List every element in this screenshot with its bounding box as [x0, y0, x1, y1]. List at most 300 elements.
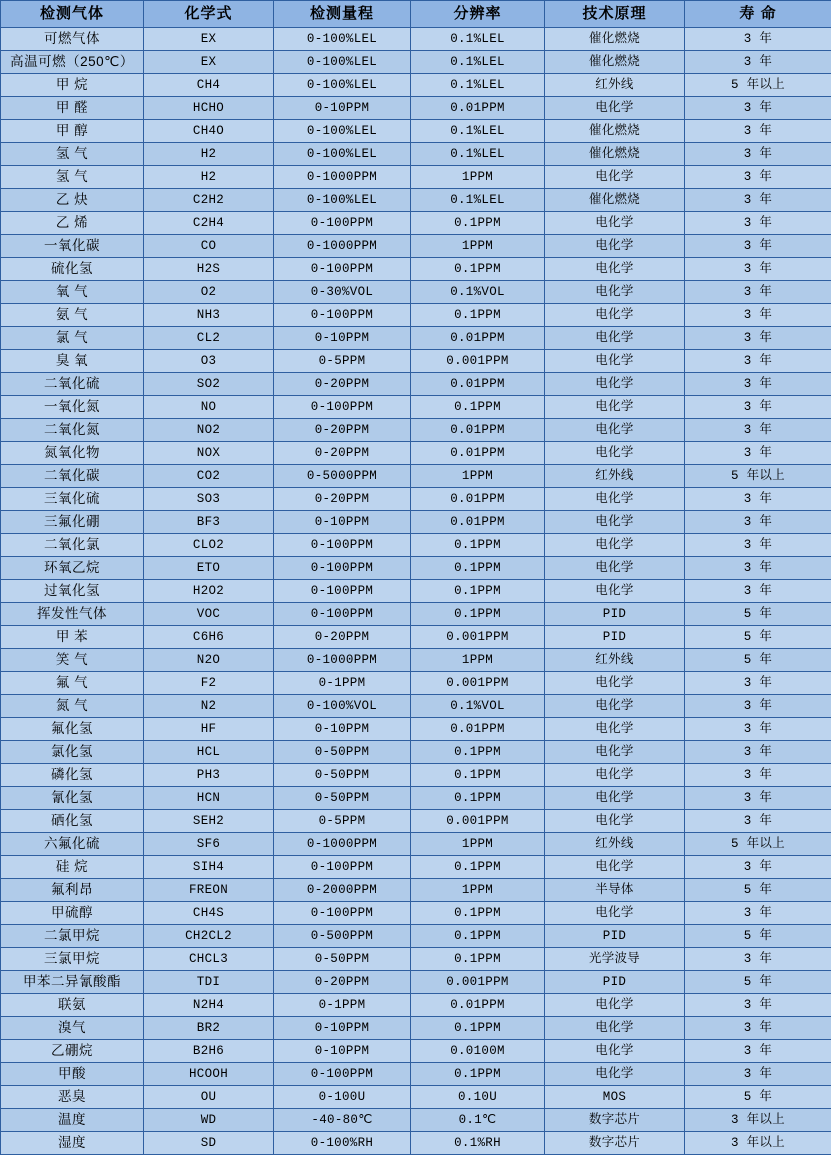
table-row [1, 833, 831, 856]
cell-chemical-formula: ETO [144, 557, 274, 580]
table-row [1, 1109, 831, 1132]
cell-lifetime: 5 年以上 [685, 465, 831, 488]
cell-gas-name: 可燃气体 [1, 28, 144, 51]
cell-resolution: 0.01PPM [411, 97, 545, 120]
cell-technology-principle: 光学波导 [545, 948, 685, 971]
cell-lifetime: 3 年 [685, 1017, 831, 1040]
cell-chemical-formula: CLO2 [144, 534, 274, 557]
cell-lifetime: 3 年 [685, 212, 831, 235]
cell-lifetime: 3 年 [685, 741, 831, 764]
cell-gas-name: 一氧化碳 [1, 235, 144, 258]
cell-resolution: 0.1%VOL [411, 695, 545, 718]
cell-chemical-formula: F2 [144, 672, 274, 695]
cell-gas-name: 甲硫醇 [1, 902, 144, 925]
cell-lifetime: 3 年 [685, 695, 831, 718]
cell-lifetime: 5 年 [685, 925, 831, 948]
table-row [1, 1063, 831, 1086]
table-body [1, 28, 831, 1155]
cell-chemical-formula: HCOOH [144, 1063, 274, 1086]
cell-technology-principle: 电化学 [545, 764, 685, 787]
table-row [1, 557, 831, 580]
cell-chemical-formula: CO2 [144, 465, 274, 488]
cell-detection-range: 0-20PPM [274, 442, 411, 465]
column-header-range: 检测量程 [274, 1, 411, 28]
table-row [1, 212, 831, 235]
cell-gas-name: 二氧化硫 [1, 373, 144, 396]
cell-lifetime: 3 年 [685, 304, 831, 327]
cell-resolution: 0.1%LEL [411, 74, 545, 97]
cell-gas-name: 二氧化氮 [1, 419, 144, 442]
cell-gas-name: 联氨 [1, 994, 144, 1017]
cell-technology-principle: 催化燃烧 [545, 28, 685, 51]
cell-resolution: 0.1PPM [411, 258, 545, 281]
cell-resolution: 0.01PPM [411, 419, 545, 442]
table-row [1, 718, 831, 741]
cell-technology-principle: 电化学 [545, 258, 685, 281]
cell-chemical-formula: BR2 [144, 1017, 274, 1040]
column-header-gas: 检测气体 [1, 1, 144, 28]
cell-technology-principle: PID [545, 626, 685, 649]
cell-technology-principle: PID [545, 603, 685, 626]
cell-chemical-formula: O2 [144, 281, 274, 304]
cell-lifetime: 3 年 [685, 189, 831, 212]
cell-technology-principle: 电化学 [545, 856, 685, 879]
cell-chemical-formula: CO [144, 235, 274, 258]
cell-resolution: 0.1PPM [411, 603, 545, 626]
table-row [1, 1017, 831, 1040]
cell-technology-principle: 电化学 [545, 1063, 685, 1086]
cell-lifetime: 3 年 [685, 718, 831, 741]
cell-detection-range: 0-100%LEL [274, 28, 411, 51]
cell-technology-principle: 电化学 [545, 718, 685, 741]
cell-resolution: 0.01PPM [411, 488, 545, 511]
cell-resolution: 0.1%LEL [411, 51, 545, 74]
cell-resolution: 0.1%LEL [411, 120, 545, 143]
cell-gas-name: 溴气 [1, 1017, 144, 1040]
cell-lifetime: 5 年 [685, 879, 831, 902]
cell-resolution: 0.1PPM [411, 1063, 545, 1086]
table-row [1, 649, 831, 672]
cell-resolution: 0.10U [411, 1086, 545, 1109]
cell-resolution: 1PPM [411, 879, 545, 902]
cell-detection-range: 0-50PPM [274, 787, 411, 810]
cell-lifetime: 3 年 [685, 28, 831, 51]
cell-resolution: 1PPM [411, 166, 545, 189]
cell-technology-principle: 电化学 [545, 97, 685, 120]
cell-technology-principle: 红外线 [545, 833, 685, 856]
cell-lifetime: 3 年 [685, 1040, 831, 1063]
cell-detection-range: 0-5PPM [274, 810, 411, 833]
cell-chemical-formula: H2O2 [144, 580, 274, 603]
cell-chemical-formula: H2 [144, 143, 274, 166]
cell-technology-principle: 电化学 [545, 488, 685, 511]
cell-resolution: 0.1PPM [411, 902, 545, 925]
table-row [1, 1086, 831, 1109]
cell-lifetime: 3 年以上 [685, 1132, 831, 1155]
cell-lifetime: 3 年 [685, 281, 831, 304]
cell-lifetime: 3 年 [685, 258, 831, 281]
cell-lifetime: 3 年 [685, 396, 831, 419]
cell-technology-principle: 电化学 [545, 327, 685, 350]
cell-chemical-formula: HCN [144, 787, 274, 810]
cell-resolution: 0.001PPM [411, 350, 545, 373]
table-row [1, 28, 831, 51]
cell-chemical-formula: FREON [144, 879, 274, 902]
cell-detection-range: 0-1000PPM [274, 235, 411, 258]
cell-gas-name: 湿度 [1, 1132, 144, 1155]
cell-technology-principle: 电化学 [545, 396, 685, 419]
cell-technology-principle: 电化学 [545, 419, 685, 442]
cell-detection-range: 0-1PPM [274, 994, 411, 1017]
table-row [1, 925, 831, 948]
table-row [1, 511, 831, 534]
cell-technology-principle: 数字芯片 [545, 1132, 685, 1155]
cell-chemical-formula: NO2 [144, 419, 274, 442]
cell-gas-name: 三氟化硼 [1, 511, 144, 534]
cell-chemical-formula: SEH2 [144, 810, 274, 833]
cell-technology-principle: 数字芯片 [545, 1109, 685, 1132]
cell-resolution: 0.01PPM [411, 327, 545, 350]
table-row [1, 396, 831, 419]
cell-technology-principle: 红外线 [545, 74, 685, 97]
cell-resolution: 0.001PPM [411, 971, 545, 994]
cell-detection-range: 0-1000PPM [274, 833, 411, 856]
table-row [1, 603, 831, 626]
cell-lifetime: 5 年 [685, 649, 831, 672]
cell-detection-range: 0-100PPM [274, 902, 411, 925]
cell-chemical-formula: BF3 [144, 511, 274, 534]
cell-technology-principle: 电化学 [545, 1017, 685, 1040]
cell-gas-name: 二氧化碳 [1, 465, 144, 488]
cell-gas-name: 三氧化硫 [1, 488, 144, 511]
cell-detection-range: 0-10PPM [274, 97, 411, 120]
cell-chemical-formula: WD [144, 1109, 274, 1132]
cell-detection-range: 0-30%VOL [274, 281, 411, 304]
cell-lifetime: 3 年 [685, 534, 831, 557]
table-row [1, 74, 831, 97]
cell-technology-principle: 电化学 [545, 166, 685, 189]
cell-resolution: 1PPM [411, 465, 545, 488]
cell-detection-range: 0-100PPM [274, 557, 411, 580]
cell-technology-principle: 红外线 [545, 649, 685, 672]
cell-detection-range: 0-10PPM [274, 327, 411, 350]
table-row [1, 258, 831, 281]
cell-detection-range: 0-100PPM [274, 304, 411, 327]
column-header-resolution: 分辨率 [411, 1, 545, 28]
cell-resolution: 0.1PPM [411, 557, 545, 580]
cell-lifetime: 3 年 [685, 672, 831, 695]
cell-gas-name: 氧 气 [1, 281, 144, 304]
cell-resolution: 0.1PPM [411, 856, 545, 879]
cell-resolution: 0.1%LEL [411, 143, 545, 166]
cell-gas-name: 磷化氢 [1, 764, 144, 787]
cell-chemical-formula: HCL [144, 741, 274, 764]
column-header-lifetime: 寿 命 [685, 1, 831, 28]
cell-resolution: 0.1PPM [411, 764, 545, 787]
cell-detection-range: 0-10PPM [274, 1017, 411, 1040]
cell-detection-range: 0-100PPM [274, 856, 411, 879]
cell-resolution: 0.01PPM [411, 373, 545, 396]
cell-chemical-formula: VOC [144, 603, 274, 626]
cell-technology-principle: 电化学 [545, 902, 685, 925]
cell-technology-principle: 催化燃烧 [545, 143, 685, 166]
cell-gas-name: 氢 气 [1, 143, 144, 166]
cell-detection-range: 0-5PPM [274, 350, 411, 373]
cell-lifetime: 5 年 [685, 1086, 831, 1109]
cell-detection-range: 0-100U [274, 1086, 411, 1109]
cell-lifetime: 3 年 [685, 787, 831, 810]
cell-detection-range: 0-10PPM [274, 718, 411, 741]
cell-lifetime: 3 年以上 [685, 1109, 831, 1132]
table-row [1, 810, 831, 833]
cell-technology-principle: 电化学 [545, 442, 685, 465]
cell-gas-name: 过氧化氢 [1, 580, 144, 603]
cell-detection-range: 0-100%LEL [274, 51, 411, 74]
cell-resolution: 0.1%RH [411, 1132, 545, 1155]
cell-detection-range: 0-20PPM [274, 419, 411, 442]
cell-detection-range: 0-50PPM [274, 948, 411, 971]
cell-resolution: 0.1PPM [411, 534, 545, 557]
cell-resolution: 0.01PPM [411, 994, 545, 1017]
cell-technology-principle: 电化学 [545, 304, 685, 327]
cell-resolution: 0.1PPM [411, 1017, 545, 1040]
cell-technology-principle: 电化学 [545, 994, 685, 1017]
cell-chemical-formula: NOX [144, 442, 274, 465]
cell-chemical-formula: OU [144, 1086, 274, 1109]
table-header-row [1, 1, 831, 28]
cell-chemical-formula: N2O [144, 649, 274, 672]
cell-resolution: 0.01PPM [411, 442, 545, 465]
cell-detection-range: 0-5000PPM [274, 465, 411, 488]
cell-detection-range: 0-100PPM [274, 258, 411, 281]
table-row [1, 488, 831, 511]
cell-gas-name: 氢 气 [1, 166, 144, 189]
cell-resolution: 0.001PPM [411, 626, 545, 649]
cell-gas-name: 甲 烷 [1, 74, 144, 97]
cell-resolution: 0.0100M [411, 1040, 545, 1063]
cell-lifetime: 3 年 [685, 235, 831, 258]
table-row [1, 189, 831, 212]
cell-gas-name: 挥发性气体 [1, 603, 144, 626]
cell-gas-name: 二氧化氯 [1, 534, 144, 557]
cell-gas-name: 硅 烷 [1, 856, 144, 879]
cell-gas-name: 氟利昂 [1, 879, 144, 902]
cell-chemical-formula: SO2 [144, 373, 274, 396]
cell-gas-name: 一氧化氮 [1, 396, 144, 419]
table-row [1, 120, 831, 143]
cell-gas-name: 温度 [1, 1109, 144, 1132]
cell-resolution: 0.1℃ [411, 1109, 545, 1132]
table-row [1, 741, 831, 764]
cell-chemical-formula: EX [144, 51, 274, 74]
cell-technology-principle: 电化学 [545, 695, 685, 718]
cell-technology-principle: 电化学 [545, 787, 685, 810]
cell-gas-name: 甲 醛 [1, 97, 144, 120]
cell-technology-principle: MOS [545, 1086, 685, 1109]
cell-gas-name: 硫化氢 [1, 258, 144, 281]
cell-gas-name: 氰化氢 [1, 787, 144, 810]
cell-technology-principle: 电化学 [545, 580, 685, 603]
cell-detection-range: 0-100PPM [274, 396, 411, 419]
cell-resolution: 1PPM [411, 235, 545, 258]
cell-chemical-formula: B2H6 [144, 1040, 274, 1063]
cell-lifetime: 3 年 [685, 557, 831, 580]
table-row [1, 465, 831, 488]
cell-lifetime: 5 年 [685, 971, 831, 994]
column-header-principle: 技术原理 [545, 1, 685, 28]
cell-gas-name: 乙 烯 [1, 212, 144, 235]
cell-detection-range: 0-1000PPM [274, 166, 411, 189]
cell-chemical-formula: NO [144, 396, 274, 419]
table-row [1, 281, 831, 304]
table-row [1, 695, 831, 718]
table-row [1, 948, 831, 971]
cell-lifetime: 3 年 [685, 373, 831, 396]
cell-detection-range: 0-100%RH [274, 1132, 411, 1155]
cell-resolution: 0.01PPM [411, 511, 545, 534]
cell-chemical-formula: CL2 [144, 327, 274, 350]
cell-resolution: 0.1%LEL [411, 28, 545, 51]
cell-technology-principle: 半导体 [545, 879, 685, 902]
cell-gas-name: 甲酸 [1, 1063, 144, 1086]
table-row [1, 1040, 831, 1063]
table-row [1, 51, 831, 74]
cell-lifetime: 5 年以上 [685, 74, 831, 97]
cell-technology-principle: 红外线 [545, 465, 685, 488]
cell-chemical-formula: TDI [144, 971, 274, 994]
cell-chemical-formula: CH4O [144, 120, 274, 143]
table-row [1, 994, 831, 1017]
cell-lifetime: 3 年 [685, 511, 831, 534]
cell-gas-name: 氟 气 [1, 672, 144, 695]
cell-chemical-formula: CHCL3 [144, 948, 274, 971]
cell-lifetime: 3 年 [685, 51, 831, 74]
cell-chemical-formula: SF6 [144, 833, 274, 856]
cell-chemical-formula: N2H4 [144, 994, 274, 1017]
cell-resolution: 0.1PPM [411, 580, 545, 603]
cell-gas-name: 二氯甲烷 [1, 925, 144, 948]
cell-technology-principle: 电化学 [545, 511, 685, 534]
cell-lifetime: 5 年 [685, 626, 831, 649]
cell-detection-range: 0-100PPM [274, 603, 411, 626]
table-header [1, 1, 831, 28]
cell-gas-name: 恶臭 [1, 1086, 144, 1109]
cell-detection-range: 0-20PPM [274, 971, 411, 994]
cell-technology-principle: 电化学 [545, 672, 685, 695]
cell-gas-name: 甲 醇 [1, 120, 144, 143]
cell-chemical-formula: H2 [144, 166, 274, 189]
cell-lifetime: 3 年 [685, 1063, 831, 1086]
cell-chemical-formula: C2H4 [144, 212, 274, 235]
table-row [1, 672, 831, 695]
cell-gas-name: 甲苯二异氰酸酯 [1, 971, 144, 994]
cell-resolution: 0.1PPM [411, 396, 545, 419]
cell-detection-range: 0-1PPM [274, 672, 411, 695]
cell-gas-name: 氮 气 [1, 695, 144, 718]
cell-technology-principle: 催化燃烧 [545, 120, 685, 143]
cell-technology-principle: 电化学 [545, 350, 685, 373]
table-row [1, 97, 831, 120]
table-row [1, 304, 831, 327]
cell-resolution: 0.1%LEL [411, 189, 545, 212]
cell-detection-range: 0-100%LEL [274, 189, 411, 212]
cell-gas-name: 氨 气 [1, 304, 144, 327]
cell-gas-name: 笑 气 [1, 649, 144, 672]
cell-detection-range: 0-1000PPM [274, 649, 411, 672]
table-row [1, 787, 831, 810]
cell-lifetime: 3 年 [685, 97, 831, 120]
cell-chemical-formula: PH3 [144, 764, 274, 787]
cell-lifetime: 3 年 [685, 327, 831, 350]
cell-lifetime: 3 年 [685, 166, 831, 189]
cell-detection-range: 0-100%VOL [274, 695, 411, 718]
table-row [1, 902, 831, 925]
cell-chemical-formula: CH2CL2 [144, 925, 274, 948]
cell-gas-name: 乙硼烷 [1, 1040, 144, 1063]
cell-detection-range: 0-100PPM [274, 534, 411, 557]
cell-technology-principle: PID [545, 925, 685, 948]
cell-chemical-formula: SIH4 [144, 856, 274, 879]
cell-resolution: 1PPM [411, 833, 545, 856]
cell-lifetime: 3 年 [685, 488, 831, 511]
cell-chemical-formula: C2H2 [144, 189, 274, 212]
table-row [1, 350, 831, 373]
cell-detection-range: 0-100%LEL [274, 143, 411, 166]
table-row [1, 373, 831, 396]
cell-technology-principle: 电化学 [545, 534, 685, 557]
cell-detection-range: 0-100%LEL [274, 74, 411, 97]
table-row [1, 1132, 831, 1155]
cell-chemical-formula: O3 [144, 350, 274, 373]
cell-lifetime: 3 年 [685, 120, 831, 143]
table-row [1, 626, 831, 649]
cell-detection-range: 0-100%LEL [274, 120, 411, 143]
cell-detection-range: 0-100PPM [274, 212, 411, 235]
cell-lifetime: 3 年 [685, 419, 831, 442]
cell-resolution: 1PPM [411, 649, 545, 672]
cell-resolution: 0.1PPM [411, 787, 545, 810]
cell-lifetime: 3 年 [685, 442, 831, 465]
table-row [1, 143, 831, 166]
cell-resolution: 0.1PPM [411, 741, 545, 764]
cell-technology-principle: 电化学 [545, 281, 685, 304]
cell-chemical-formula: HCHO [144, 97, 274, 120]
table-row [1, 235, 831, 258]
cell-chemical-formula: H2S [144, 258, 274, 281]
cell-lifetime: 5 年以上 [685, 833, 831, 856]
cell-detection-range: 0-50PPM [274, 741, 411, 764]
cell-chemical-formula: C6H6 [144, 626, 274, 649]
cell-chemical-formula: NH3 [144, 304, 274, 327]
cell-technology-principle: 电化学 [545, 373, 685, 396]
cell-detection-range: -40-80℃ [274, 1109, 411, 1132]
cell-lifetime: 3 年 [685, 948, 831, 971]
table-row [1, 856, 831, 879]
cell-resolution: 0.001PPM [411, 672, 545, 695]
column-header-formula: 化学式 [144, 1, 274, 28]
cell-detection-range: 0-500PPM [274, 925, 411, 948]
cell-lifetime: 5 年 [685, 603, 831, 626]
cell-detection-range: 0-20PPM [274, 488, 411, 511]
cell-gas-name: 氯化氢 [1, 741, 144, 764]
cell-detection-range: 0-2000PPM [274, 879, 411, 902]
table-row [1, 419, 831, 442]
cell-detection-range: 0-100PPM [274, 1063, 411, 1086]
cell-chemical-formula: N2 [144, 695, 274, 718]
cell-resolution: 0.1PPM [411, 212, 545, 235]
cell-technology-principle: PID [545, 971, 685, 994]
cell-resolution: 0.1PPM [411, 948, 545, 971]
